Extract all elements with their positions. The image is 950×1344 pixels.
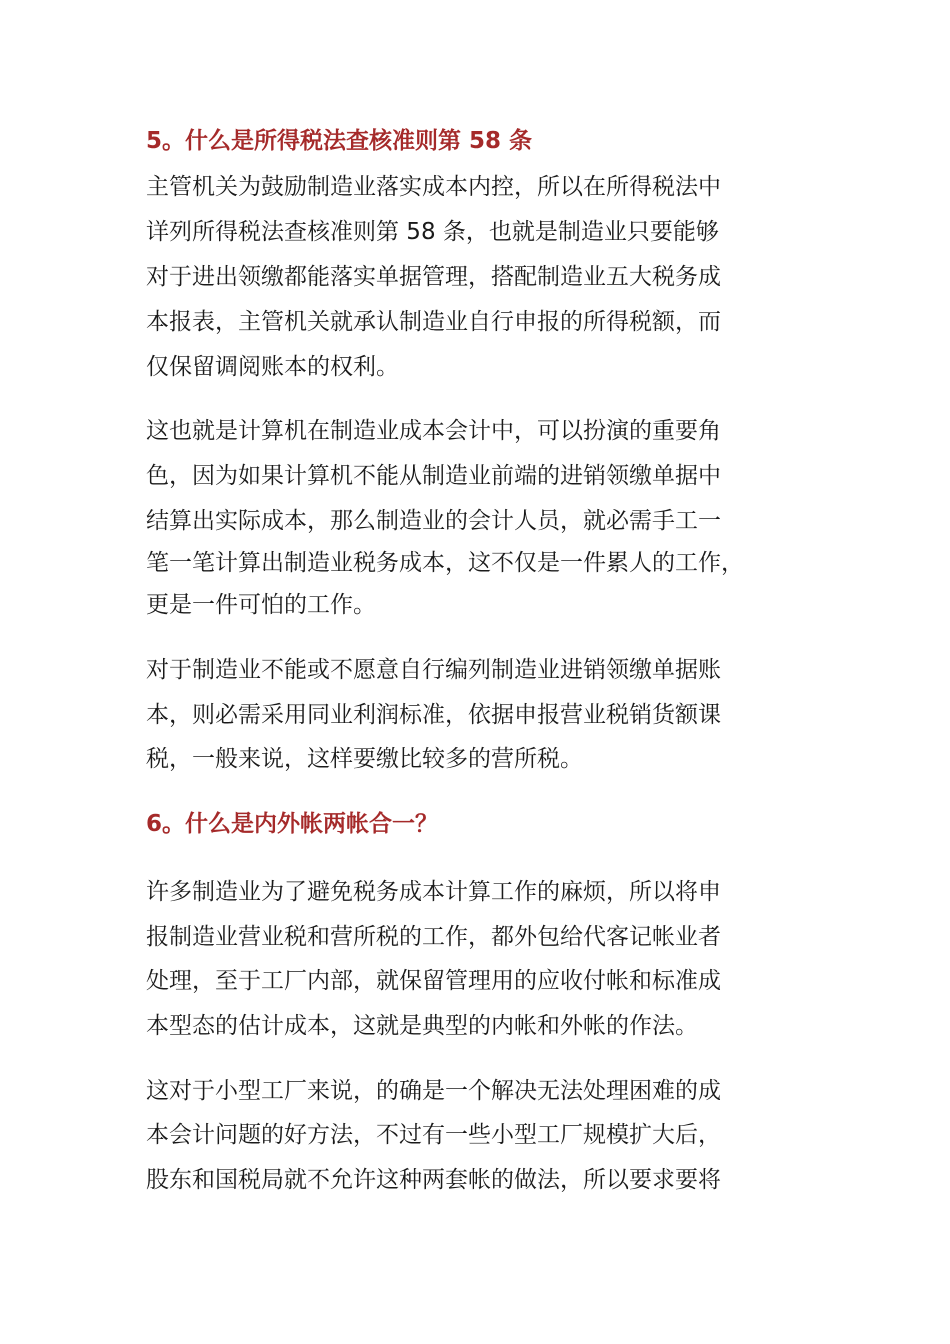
paragraph-line: 报制造业营业税和营所税的工作，都外包给代客记帐业者 xyxy=(146,924,721,950)
paragraph-line: 本型态的估计成本，这就是典型的内帐和外帐的作法。 xyxy=(146,1013,698,1039)
section-heading-5: 5。什么是所得税法查核准则第 58 条 xyxy=(146,128,533,154)
paragraph-line: 详列所得税法查核准则第 58 条，也就是制造业只要能够 xyxy=(146,219,719,245)
paragraph-line: 色，因为如果计算机不能从制造业前端的进销领缴单据中 xyxy=(146,463,721,489)
paragraph-line: 主管机关为鼓励制造业落实成本内控，所以在所得税法中 xyxy=(146,174,721,200)
paragraph-line: 结算出实际成本，那么制造业的会计人员，就必需手工一 xyxy=(146,508,721,534)
paragraph-line: 这也就是计算机在制造业成本会计中，可以扮演的重要角 xyxy=(146,418,721,444)
paragraph-line: 处理，至于工厂内部，就保留管理用的应收付帐和标准成 xyxy=(146,968,721,994)
paragraph-line: 本报表，主管机关就承认制造业自行申报的所得税额，而 xyxy=(146,309,721,335)
paragraph-line: 对于制造业不能或不愿意自行编列制造业进销领缴单据账 xyxy=(146,657,721,683)
paragraph-line: 本，则必需采用同业利润标准，依据申报营业税销货额课 xyxy=(146,702,721,728)
paragraph-line: 更是一件可怕的工作。 xyxy=(146,592,376,618)
paragraph-line: 许多制造业为了避免税务成本计算工作的麻烦，所以将申 xyxy=(146,879,721,905)
paragraph-line: 仅保留调阅账本的权利。 xyxy=(146,354,399,380)
paragraph-line: 税，一般来说，这样要缴比较多的营所税。 xyxy=(146,746,583,772)
paragraph-line: 股东和国税局就不允许这种两套帐的做法，所以要求要将 xyxy=(146,1167,721,1193)
paragraph-line: 这对于小型工厂来说，的确是一个解决无法处理困难的成 xyxy=(146,1078,721,1104)
paragraph-line: 对于进出领缴都能落实单据管理，搭配制造业五大税务成 xyxy=(146,264,721,290)
paragraph-line: 笔一笔计算出制造业税务成本，这不仅是一件累人的工作， xyxy=(146,550,744,576)
paragraph-line: 本会计问题的好方法，不过有一些小型工厂规模扩大后， xyxy=(146,1122,721,1148)
section-heading-6: 6。什么是内外帐两帐合一？ xyxy=(146,811,439,837)
